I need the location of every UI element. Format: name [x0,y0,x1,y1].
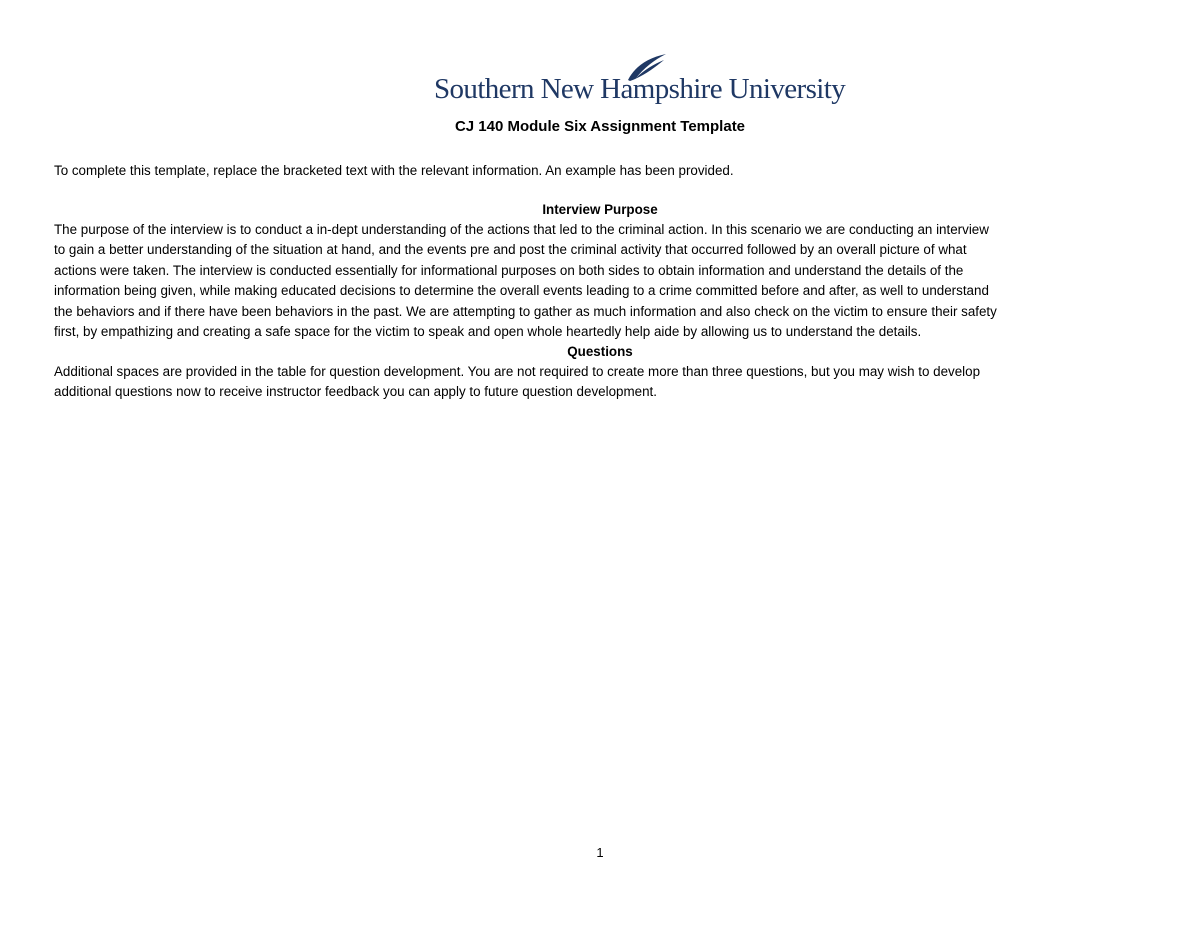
interview-purpose-paragraph [54,220,1146,342]
paragraph-line: The purpose of the interview is to conduct a in-dept understanding of the actions that led to the criminal action. In this scenario we are conducting an interview [54,222,989,237]
paragraph-line: Additional spaces are provided in the table for question development. You are not required to create more than three questions, but you may wish to develop [54,364,981,379]
logo-wordmark: Southern New Hampshire University [434,73,846,105]
university-logo [434,52,846,105]
paragraph-line: to gain a better understanding of the situation at hand, and the events pre and post the criminal activity that occurred followed by an overall picture of what [54,242,967,258]
document-title: CJ 140 Module Six Assignment Template [454,118,746,135]
paragraph-line: additional questions now to receive instructor feedback you can apply to future question development. [54,384,657,400]
instructions-text: To complete this template, replace the bracketed text with the relevant information. An example has been provided. [54,163,734,178]
paragraph-line: the behaviors and if there have been behaviors in the past. We are attempting to gather as much information and also check on the victim to ensure their safety [54,303,997,319]
questions-paragraph [54,362,1146,403]
interview-purpose-heading: Interview Purpose [542,202,658,217]
paragraph-line: first, by empathizing and creating a safe space for the victim to speak and open whole heartedly help aide by allowing us to understand the details. [54,324,922,340]
page-number: 1 [596,845,604,860]
paragraph-line: actions were taken. The interview is conducted essentially for informational purposes on both sides to obtain information and understand the details of the [54,262,964,278]
questions-heading: Questions [567,344,633,359]
paragraph-line: information being given, while making educated decisions to determine the overall events leading to a crime committed before and after, as well to understand [54,283,989,299]
